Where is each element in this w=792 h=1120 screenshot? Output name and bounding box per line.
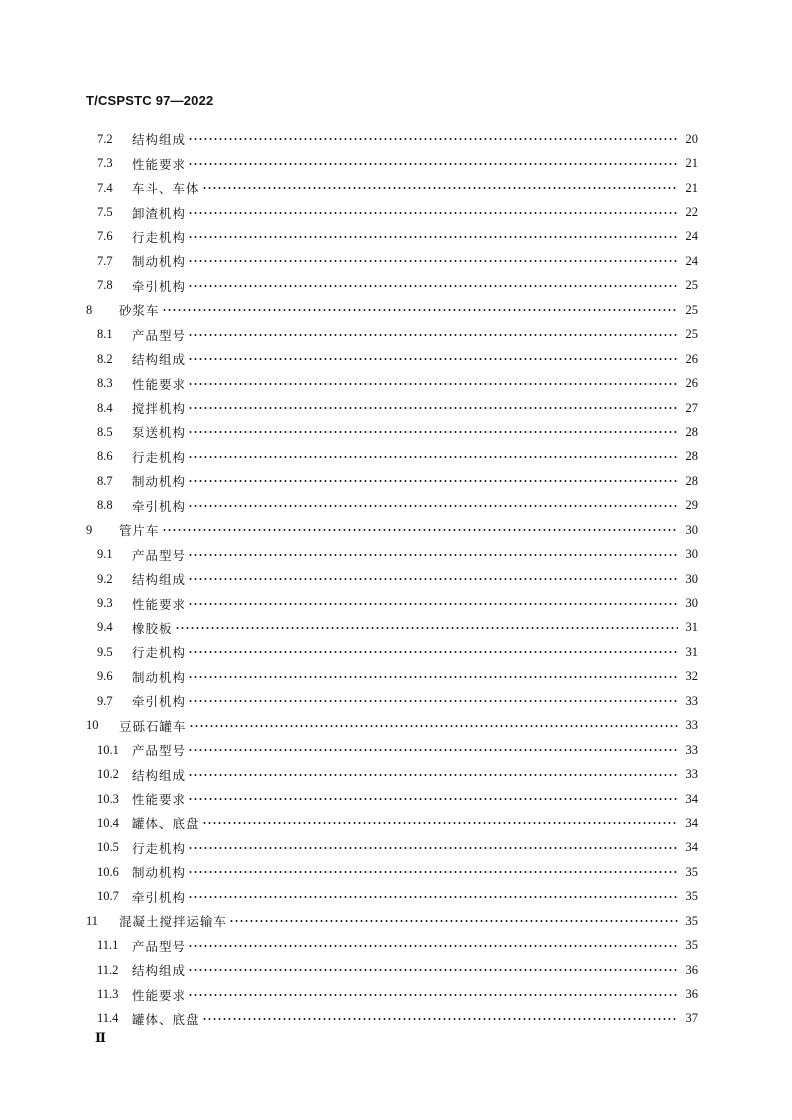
toc-entry-page: 28 <box>685 473 698 488</box>
dot-leader <box>188 426 678 438</box>
dot-leader <box>188 744 678 756</box>
toc-entry-title: 行走机构 <box>132 449 187 465</box>
toc-entry-number: 11.2 <box>97 962 119 977</box>
toc-entry-number: 10.3 <box>97 791 119 806</box>
toc-entry-page: 21 <box>685 180 698 195</box>
dot-leader <box>188 549 678 561</box>
toc-entry[interactable] <box>86 420 698 444</box>
toc-entry-number: 10.7 <box>97 889 119 904</box>
toc-entry-page: 34 <box>685 840 698 855</box>
toc-entry-page: 35 <box>685 864 698 879</box>
dot-leader <box>188 646 678 658</box>
toc-entry-title: 行走机构 <box>132 229 187 245</box>
toc-entry-title: 橡胶板 <box>132 620 173 636</box>
toc-entry[interactable] <box>86 371 698 395</box>
toc-entry[interactable] <box>86 616 698 640</box>
dot-leader <box>188 451 678 463</box>
toc-entry-title: 性能要求 <box>132 792 187 808</box>
dot-leader <box>188 866 678 878</box>
dot-leader <box>188 989 678 1001</box>
toc-entry[interactable] <box>86 885 698 909</box>
toc-entry-page: 30 <box>685 596 698 611</box>
toc-entry-number: 11.1 <box>97 938 119 953</box>
toc-entry-title: 泵送机构 <box>132 425 187 441</box>
dot-leader <box>162 304 678 316</box>
toc-entry-title: 牵引机构 <box>132 694 187 710</box>
toc-entry-number: 8.5 <box>97 424 113 439</box>
page-number-roman: Ⅱ <box>95 1030 106 1045</box>
toc-entry[interactable] <box>86 836 698 860</box>
dot-leader <box>188 255 678 267</box>
toc-entry[interactable] <box>86 542 698 566</box>
toc-entry[interactable] <box>86 518 698 542</box>
toc-entry-page: 35 <box>685 938 698 953</box>
toc-entry-number: 7.5 <box>97 205 113 220</box>
toc-entry-page: 33 <box>685 693 698 708</box>
toc-entry-title: 结构组成 <box>132 572 187 588</box>
toc-entry-title: 结构组成 <box>132 767 187 783</box>
dot-leader <box>188 769 678 781</box>
toc-entry-number: 10.4 <box>97 815 119 830</box>
toc-entry[interactable] <box>86 249 698 273</box>
toc-entry-page: 24 <box>685 253 698 268</box>
toc-entry-page: 25 <box>685 278 698 293</box>
toc-entry-page: 32 <box>685 669 698 684</box>
dot-leader <box>188 475 678 487</box>
dot-leader <box>188 402 678 414</box>
toc-entry-page: 26 <box>685 351 698 366</box>
toc-entry-page: 30 <box>685 547 698 562</box>
dot-leader <box>188 231 678 243</box>
toc-entry-number: 10.6 <box>97 864 119 879</box>
toc-entry-number: 9.6 <box>97 669 113 684</box>
toc-entry-title: 行走机构 <box>132 840 187 856</box>
toc-entry[interactable] <box>86 298 698 322</box>
dot-leader <box>188 671 678 683</box>
toc-entry-number: 8.4 <box>97 400 113 415</box>
toc-entry-title: 产品型号 <box>132 938 187 954</box>
toc-entry-title: 性能要求 <box>132 596 187 612</box>
toc-entry[interactable] <box>86 200 698 224</box>
toc-entry-title: 管片车 <box>119 523 160 539</box>
toc-entry-title: 结构组成 <box>132 132 187 148</box>
toc-entry-number: 9.2 <box>97 571 113 586</box>
toc-entry[interactable] <box>86 225 698 249</box>
toc-entry-page: 30 <box>685 522 698 537</box>
toc-entry-page: 33 <box>685 718 698 733</box>
toc-entry-title: 性能要求 <box>132 376 187 392</box>
toc-entry-number: 8.6 <box>97 449 113 464</box>
toc-entry-number: 7.2 <box>97 131 113 146</box>
toc-entry-title: 罐体、底盘 <box>132 1011 200 1027</box>
toc-entry-page: 34 <box>685 791 698 806</box>
toc-entry-title: 行走机构 <box>132 645 187 661</box>
toc-entry[interactable] <box>86 567 698 591</box>
toc-entry-page: 26 <box>685 376 698 391</box>
toc-entry[interactable] <box>86 176 698 200</box>
toc-entry-title: 牵引机构 <box>132 498 187 514</box>
toc-entry-page: 28 <box>685 424 698 439</box>
toc-entry-title: 牵引机构 <box>132 889 187 905</box>
toc-entry-number: 9.3 <box>97 596 113 611</box>
toc-entry-number: 10.1 <box>97 742 119 757</box>
toc-entry-number: 8.2 <box>97 351 113 366</box>
toc-entry-page: 28 <box>685 449 698 464</box>
toc-entry[interactable] <box>86 494 698 518</box>
toc-entry-number: 10.5 <box>97 840 119 855</box>
toc-entry-title: 产品型号 <box>132 743 187 759</box>
toc-entry-page: 35 <box>685 889 698 904</box>
toc-entry-page: 30 <box>685 571 698 586</box>
toc-entry-page: 34 <box>685 815 698 830</box>
toc-entry-title: 豆砾石罐车 <box>119 718 187 734</box>
toc-entry-page: 31 <box>685 620 698 635</box>
toc-entry[interactable] <box>86 738 698 762</box>
toc-entry-number: 10 <box>86 718 99 733</box>
toc-entry[interactable] <box>86 714 698 738</box>
dot-leader <box>229 915 678 927</box>
dot-leader <box>188 940 678 952</box>
dot-leader <box>188 793 678 805</box>
toc-entry-page: 29 <box>685 498 698 513</box>
dot-leader <box>188 695 678 707</box>
toc-entry-number: 10.2 <box>97 767 119 782</box>
toc-entry[interactable] <box>86 811 698 835</box>
toc-entry-number: 11 <box>86 913 99 928</box>
toc-entry[interactable] <box>86 665 698 689</box>
toc-entry-title: 制动机构 <box>132 474 187 490</box>
toc-entry-title: 混凝土搅拌运输车 <box>119 914 228 930</box>
toc-entry-title: 搅拌机构 <box>132 401 187 417</box>
dot-leader <box>188 500 678 512</box>
toc-entry-page: 37 <box>685 1011 698 1026</box>
dot-leader <box>188 378 678 390</box>
toc-entry-title: 卸渣机构 <box>132 205 187 221</box>
toc-entry[interactable] <box>86 640 698 664</box>
toc-entry-number: 7.4 <box>97 180 113 195</box>
toc-entry-number: 7.8 <box>97 278 113 293</box>
toc-entry-page: 25 <box>685 302 698 317</box>
toc-entry-title: 制动机构 <box>132 254 187 270</box>
toc-entry-page: 33 <box>685 742 698 757</box>
toc-entry-title: 砂浆车 <box>119 303 160 319</box>
toc-entry-page: 21 <box>685 156 698 171</box>
dot-leader <box>188 133 678 145</box>
toc-entry[interactable] <box>86 469 698 493</box>
toc-entry-number: 8.7 <box>97 473 113 488</box>
toc-entry-page: 20 <box>685 131 698 146</box>
toc-entry-page: 33 <box>685 767 698 782</box>
toc-entry-title: 产品型号 <box>132 547 187 563</box>
toc-entry[interactable] <box>86 274 698 298</box>
dot-leader <box>162 524 678 536</box>
toc-entry[interactable] <box>86 860 698 884</box>
toc-entry-number: 9 <box>86 522 93 537</box>
dot-leader <box>188 353 678 365</box>
toc-entry-page: 27 <box>685 400 698 415</box>
toc-entry[interactable] <box>86 591 698 615</box>
toc-entry-page: 35 <box>685 913 698 928</box>
toc-entry-number: 8.3 <box>97 376 113 391</box>
dot-leader <box>188 280 678 292</box>
toc-entry-title: 产品型号 <box>132 327 187 343</box>
toc-entry[interactable] <box>86 323 698 347</box>
toc-entry-number: 9.1 <box>97 547 113 562</box>
dot-leader <box>188 598 678 610</box>
dot-leader <box>202 817 678 829</box>
dot-leader <box>188 842 678 854</box>
toc-entry-title: 性能要求 <box>132 987 187 1003</box>
toc-entry-number: 9.5 <box>97 644 113 659</box>
toc-entry-number: 7.6 <box>97 229 113 244</box>
dot-leader <box>188 207 678 219</box>
toc-entry[interactable] <box>86 982 698 1006</box>
toc-entry-page: 36 <box>685 962 698 977</box>
dot-leader <box>202 182 678 194</box>
toc-entry-title: 车斗、车体 <box>132 181 200 197</box>
toc-entry-page: 31 <box>685 644 698 659</box>
toc-entry[interactable] <box>86 396 698 420</box>
toc-entry-page: 25 <box>685 327 698 342</box>
toc-entry-page: 36 <box>685 987 698 1002</box>
toc-entry-title: 结构组成 <box>132 963 187 979</box>
toc-entry[interactable] <box>86 151 698 175</box>
toc-entry-title: 制动机构 <box>132 669 187 685</box>
toc-entry-title: 结构组成 <box>132 352 187 368</box>
toc-entry-title: 牵引机构 <box>132 278 187 294</box>
toc-entry-title: 性能要求 <box>132 156 187 172</box>
toc-entry[interactable] <box>86 787 698 811</box>
toc-entry-title: 制动机构 <box>132 865 187 881</box>
toc-entry[interactable] <box>86 445 698 469</box>
toc-entry-number: 7.3 <box>97 156 113 171</box>
toc-entry-number: 8 <box>86 302 93 317</box>
toc-entry-number: 9.4 <box>97 620 113 635</box>
dot-leader <box>175 622 678 634</box>
toc-entry[interactable] <box>86 933 698 957</box>
dot-leader <box>188 158 678 170</box>
dot-leader <box>188 964 678 976</box>
toc-entry-number: 9.7 <box>97 693 113 708</box>
toc-entry[interactable] <box>86 689 698 713</box>
toc-entry[interactable] <box>86 958 698 982</box>
document-id-header: T/CSPSTC 97—2022 <box>86 93 214 108</box>
toc-entry[interactable] <box>86 347 698 371</box>
toc-entry-number: 11.4 <box>97 1011 119 1026</box>
toc-entry-page: 22 <box>685 205 698 220</box>
toc-entry-number: 11.3 <box>97 987 119 1002</box>
toc-entry[interactable] <box>86 127 698 151</box>
dot-leader <box>188 329 678 341</box>
table-of-contents <box>86 127 698 1031</box>
dot-leader <box>188 891 678 903</box>
toc-entry[interactable] <box>86 1007 698 1031</box>
toc-entry-number: 8.1 <box>97 327 113 342</box>
toc-entry[interactable] <box>86 909 698 933</box>
toc-entry-page: 24 <box>685 229 698 244</box>
toc-entry-title: 罐体、底盘 <box>132 816 200 832</box>
dot-leader <box>189 720 678 732</box>
toc-entry-number: 8.8 <box>97 498 113 513</box>
dot-leader <box>202 1013 678 1025</box>
dot-leader <box>188 573 678 585</box>
toc-entry-number: 7.7 <box>97 253 113 268</box>
toc-entry[interactable] <box>86 762 698 786</box>
